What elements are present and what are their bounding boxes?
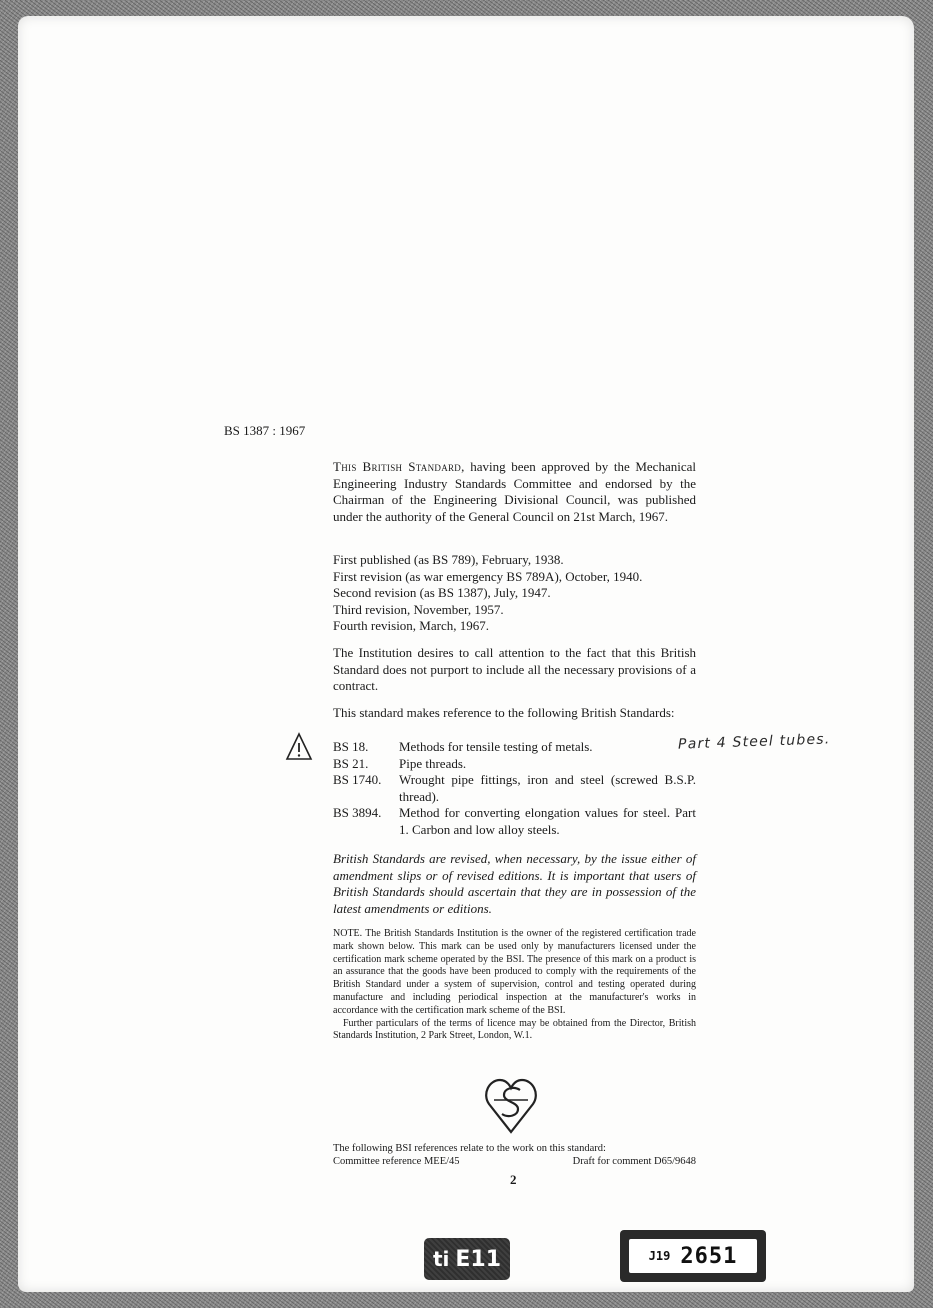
document-id-prefix: J19 [648,1249,671,1263]
approval-paragraph [333,459,696,525]
badge-code: E11 [455,1246,502,1272]
references-table [333,739,696,838]
approval-text: having been approved by the Mechanical Engineering Industry Standards Committee and endorsed by the Chairman of the Engineering Divisional Council, was published under the authority of the General Council on 21st March, 1967. [333,459,696,524]
warning-triangle-icon [285,732,313,762]
history-line: Second revision (as BS 1387), July, 1947. [333,585,551,600]
document-id-inner [629,1239,757,1273]
ti-badge [424,1238,510,1280]
page-number: 2 [510,1172,517,1187]
reference-row [333,739,696,756]
footer-line: The following BSI references relate to the work on this standard: [333,1143,606,1154]
document-id-stamp [620,1230,766,1282]
reference-row [333,805,696,838]
certification-note [333,928,696,1043]
licence-text: Further particulars of the terms of licence may be obtained from the Director, British Standards Institution, 2 Park Street, London, W.1. [333,1017,696,1042]
revision-notice: British Standards are revised, when necessary, by the issue either of amendment slips or of revised editions. It is important that users of British Standards should ascertain that they are in possession of the latest amendments or editions. [333,851,696,916]
committee-reference: Committee reference MEE/45 [333,1156,460,1167]
document-id-number: 2651 [680,1243,738,1269]
approval-lead: This British Standard, [333,459,465,474]
reference-row [333,772,696,805]
certification-text: NOTE. The British Standards Institution is the owner of the registered certification trade mark shown below. This mark can be used only by manufacturers licensed under the certification mark scheme operated by the BSI. The presence of this mark on a product is an assurance that the goods have been produced to comply with the requirements of the British Standard under a system of supervision, control and testing operated during manufacture and including periodical inspection at the manufacturer's works in accordance with the certification mark scheme of the BSI. [333,928,696,1016]
reference-desc: Method for converting elongation values for steel. Part 1. Carbon and low alloy steels. [399,805,696,837]
history-line: First revision (as war emergency BS 789A), October, 1940. [333,568,643,584]
reference-row [333,756,696,773]
reference-code: BS 3894. [333,805,382,820]
handwritten-annotation: Part 4 Steel tubes. [677,731,831,753]
draft-reference: Draft for comment D65/9648 [572,1156,696,1167]
bsi-kitemark-icon [484,1076,538,1136]
publication-history [333,552,696,635]
footer-refs [333,1155,696,1168]
history-line: First published (as BS 789), February, 1938. [333,552,564,567]
running-head: BS 1387 : 1967 [224,423,306,438]
reference-code: BS 1740. [333,772,382,787]
history-line: Third revision, November, 1957. [333,601,504,617]
reference-desc: Pipe threads. [399,755,467,771]
references-intro: This standard makes reference to the following British Standards: [333,705,675,720]
contract-paragraph: The Institution desires to call attention to the fact that this British Standard does not purport to include all the necessary provisions of a contract. [333,645,696,693]
bsi-references [333,1142,696,1168]
history-line: Fourth revision, March, 1967. [333,618,489,633]
reference-desc: Methods for tensile testing of metals. [399,739,593,754]
reference-desc: Wrought pipe fittings, iron and steel (screwed B.S.P. thread). [399,772,696,804]
reference-code: BS 21. [333,755,369,771]
reference-code: BS 18. [333,739,369,754]
ti-logo: ti [432,1247,450,1271]
